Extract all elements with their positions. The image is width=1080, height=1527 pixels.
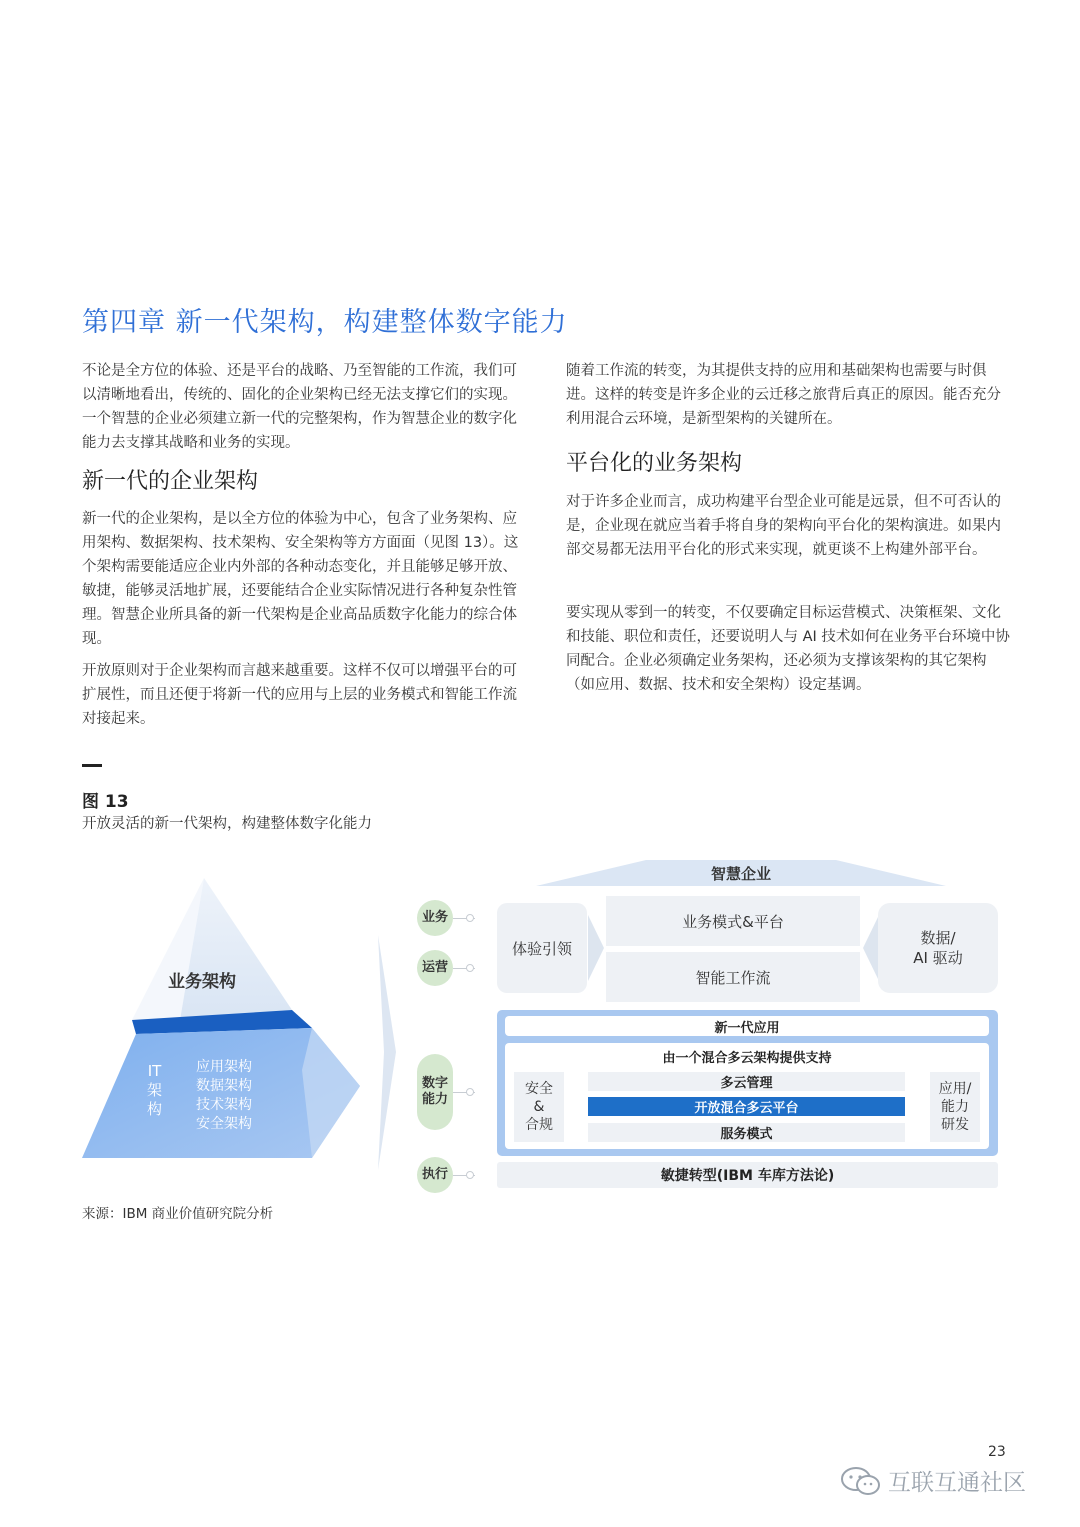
security-compliance-box: 安全 & 合规 xyxy=(514,1072,564,1142)
open-hybrid-platform-bar: 开放混合多云平台 xyxy=(588,1097,905,1116)
left-paragraph-3: 开放原则对于企业架构而言越来越重要。这样不仅可以增强平台的可扩展性，而且还便于将新一代的应用与上层的业务模式和智能工作流对接起来。 xyxy=(82,663,517,727)
arrow-left-icon xyxy=(861,915,879,981)
pyramid-it-item: 技术架构 xyxy=(196,1097,252,1113)
tab-connector-dot xyxy=(466,914,474,922)
experience-box: 体验引领 xyxy=(497,903,587,993)
top-banner-label: 智慧企业 xyxy=(710,864,771,883)
tab-connector-dot xyxy=(466,1088,474,1096)
pyramid-it-label: IT 架 构 xyxy=(147,1062,163,1118)
right-paragraph-2: 对于许多企业而言，成功构建平台型企业可能是远景，但不可否认的是，企业现在就应当着手将自身的架构向平台化的架构演进。如果内部交易都无法用平台化的形式来实现，就更谈不上构建外部平台。 xyxy=(566,494,1001,558)
new-apps-bar: 新一代应用 xyxy=(505,1016,989,1036)
watermark-text: 互联互通社区 xyxy=(888,1470,1026,1496)
tab-connector-dot xyxy=(466,1171,474,1179)
page-number: 23 xyxy=(988,1444,1006,1460)
left-paragraph-1: 不论是全方位的体验、还是平台的战略、乃至智能的工作流，我们可以清晰地看出，传统的、固化的企业架构已经无法支撑它们的实现。一个智慧的企业必须建立新一代的完整架构，作为智慧企业的数字化能力去支撑其战略和业务的实现。 xyxy=(82,363,517,451)
arrow-right-icon xyxy=(588,915,606,981)
connector-wedge xyxy=(370,935,400,1170)
tab-connector-dot xyxy=(466,964,474,972)
tab-operations: 运营 xyxy=(417,950,453,986)
pyramid-it-item: 应用架构 xyxy=(196,1059,252,1075)
right-paragraph-3: 要实现从零到一的转变，不仅要确定目标运营模式、决策框架、文化和技能、职位和责任，还要说明人与 AI 技术如何在业务平台环境中协同配合。企业必须确定业务架构，还必须为支撑该架构的其它架构（如应用、数据、技术和安全架构）设定基调。 xyxy=(566,605,1010,693)
section-heading-platform-business: 平台化的业务架构 xyxy=(566,451,743,476)
tab-business: 业务 xyxy=(417,900,453,936)
wechat-icon xyxy=(840,1466,882,1496)
watermark xyxy=(840,1464,1026,1497)
right-paragraph-1: 随着工作流的转变，为其提供支持的应用和基础架构也需要与时俱进。这样的转变是许多企业的云迁移之旅背后真正的原因。能否充分利用混合云环境，是新型架构的关键所在。 xyxy=(566,363,1001,427)
pyramid-it-item: 数据架构 xyxy=(196,1078,252,1094)
data-ai-box: 数据/ AI 驱动 xyxy=(878,903,998,993)
pyramid-it-list xyxy=(196,1058,252,1134)
hybrid-support-label: 由一个混合多云架构提供支持 xyxy=(662,1050,832,1066)
figure-dash xyxy=(82,764,102,767)
workflow-box: 智能工作流 xyxy=(606,952,860,1002)
service-model-bar: 服务模式 xyxy=(588,1123,905,1142)
figure-caption: 开放灵活的新一代架构，构建整体数字化能力 xyxy=(82,816,372,832)
chapter-title: 第四章 新一代架构，构建整体数字能力 xyxy=(82,307,568,338)
agile-transformation-bar: 敏捷转型(IBM 车库方法论) xyxy=(497,1162,998,1188)
multicloud-management-bar: 多云管理 xyxy=(588,1072,905,1091)
tab-digital-capability: 数字 能力 xyxy=(417,1054,453,1130)
section-heading-enterprise-architecture: 新一代的企业架构 xyxy=(82,469,259,494)
pyramid-it-item: 安全架构 xyxy=(196,1116,252,1132)
pyramid-top-label: 业务架构 xyxy=(168,972,236,992)
left-paragraph-2: 新一代的企业架构，是以全方位的体验为中心，包含了业务架构、应用架构、数据架构、技术架构、安全架构等方方面面（见图 13）。这个架构需要能适应企业内外部的各种动态变化，并且能够足够开放、敏捷，能够灵活地扩展，还要能结合企业实际情况进行各种复杂性管理。智慧企业所具备的新一代架构是企业高品质数字化能力的综合体现。 xyxy=(82,511,519,647)
source-note: 来源：IBM 商业价值研究院分析 xyxy=(82,1206,274,1222)
figure-label: 图 13 xyxy=(82,792,129,812)
tab-execution: 执行 xyxy=(417,1157,453,1193)
app-development-box: 应用/ 能力 研发 xyxy=(930,1072,980,1142)
business-model-box: 业务模式&平台 xyxy=(606,896,860,946)
